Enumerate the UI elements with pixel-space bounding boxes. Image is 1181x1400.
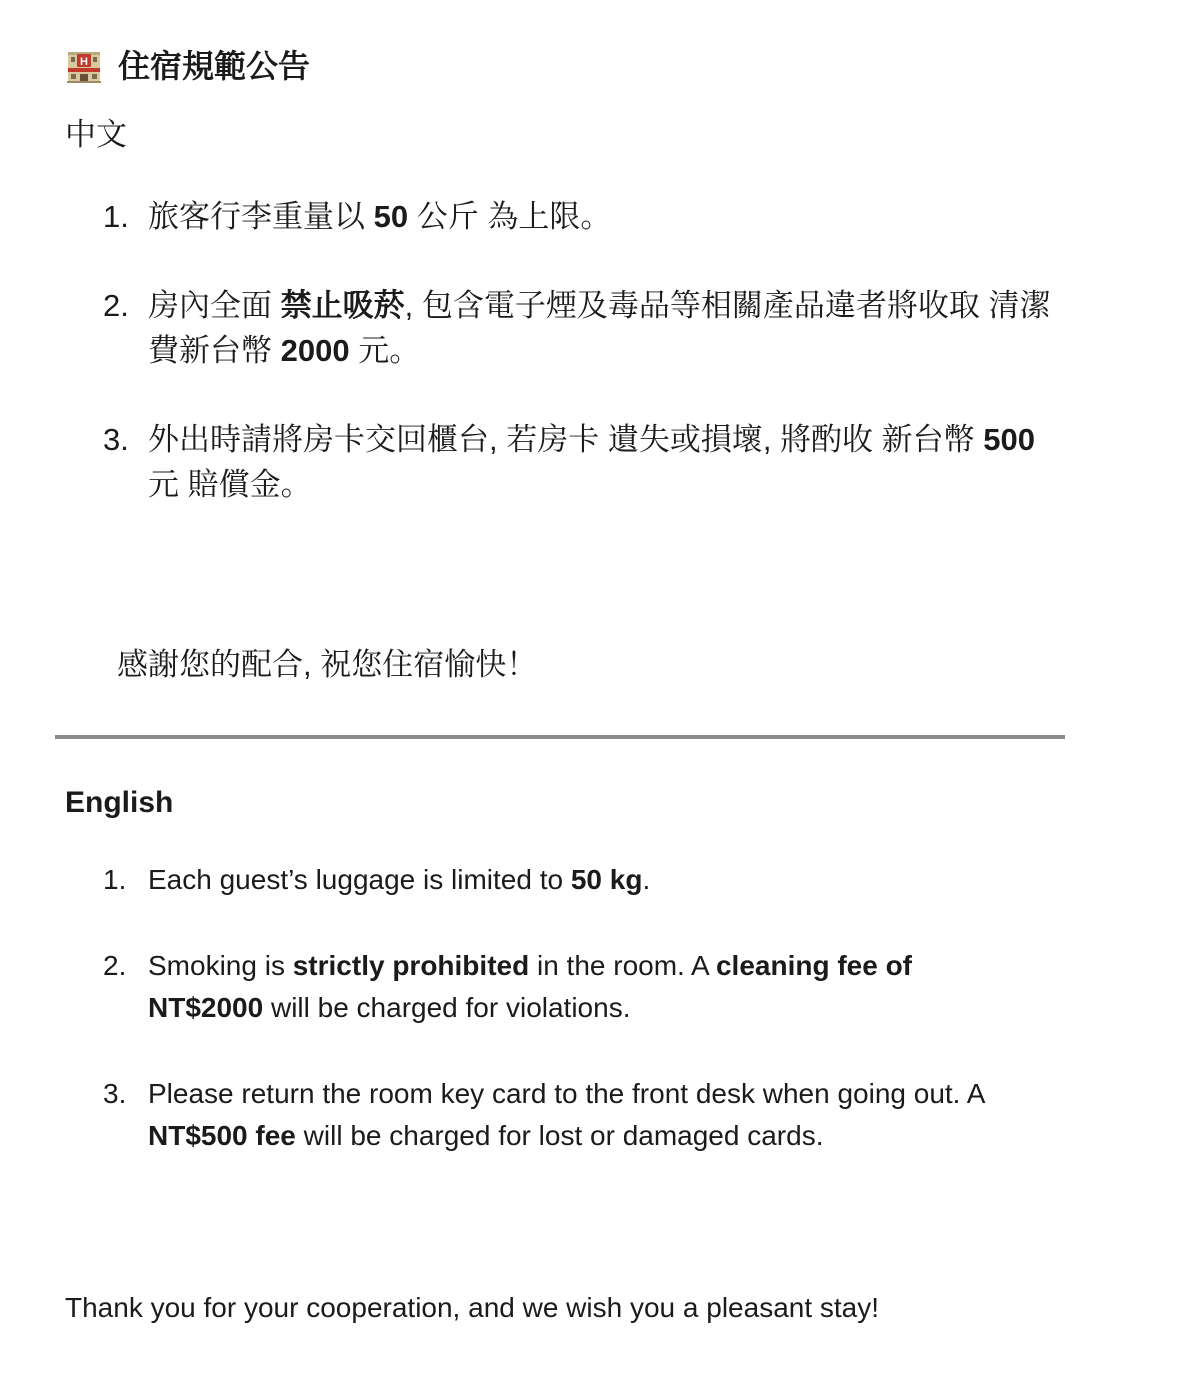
english-rule-item-3: Please return the room key card to the front desk when going out. A NT$500 fee will be charged for lost or damaged cards. bbox=[148, 1078, 984, 1151]
chinese-closing-line: 感謝您的配合, 祝您住宿愉快！ bbox=[117, 647, 538, 682]
document-title-row bbox=[65, 46, 1111, 86]
page-title: 住宿規範公告 bbox=[118, 48, 311, 84]
chinese-rule-list bbox=[65, 194, 1111, 507]
svg-text:H: H bbox=[80, 56, 88, 68]
english-rule-list bbox=[65, 859, 1111, 1157]
chinese-rule-item-3: 外出時請將房卡交回櫃台, 若房卡 遺失或損壞, 將酌收 新台幣 500 元 賠償金。 bbox=[148, 422, 1036, 502]
english-closing-line: Thank you for your cooperation, and we wish you a pleasant stay! bbox=[65, 1292, 880, 1323]
chinese-rule-item-1: 旅客行李重量以 50 公斤 為上限。 bbox=[148, 199, 612, 234]
english-rule-item-1: Each guest’s luggage is limited to 50 kg. bbox=[148, 864, 651, 895]
section-divider bbox=[55, 735, 1065, 739]
chinese-section-heading: 中文 bbox=[65, 117, 127, 152]
english-section-heading: English bbox=[65, 786, 174, 819]
hotel-building-icon bbox=[65, 47, 103, 85]
english-rule-item-2: Smoking is strictly prohibited in the room. A cleaning fee of NT$2000 will be charged for violations. bbox=[148, 950, 913, 1023]
chinese-rule-item-2: 房內全面 禁止吸菸, 包含電子煙及毒品等相關產品違者將收取 清潔費新台幣 2000 元。 bbox=[148, 288, 1051, 368]
